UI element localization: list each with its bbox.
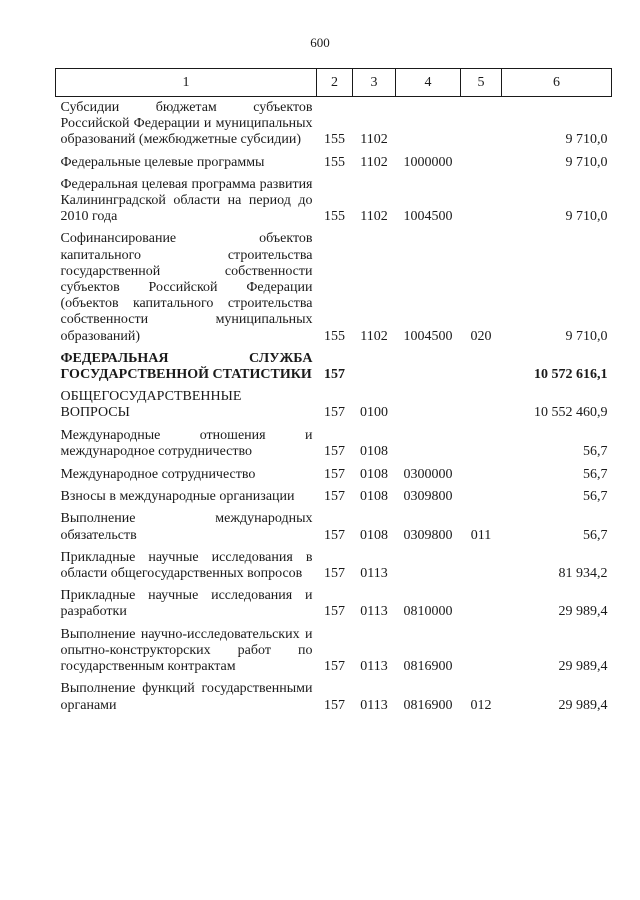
row-name: Прикладные научные исследования в области общегосударственных вопросов [60,549,313,582]
row-expense-type [461,428,502,467]
row-expense-type [461,489,502,511]
row-expense-type: 020 [470,328,492,344]
row-amount: 29 989,4 [558,659,608,675]
row-name: Софинансирование объектов капитального строительства государственной собственности субъектов Российской Федерации (объектов капитального строительства собственности муниципальных образований) [60,231,313,344]
row-target: 1004500 [403,209,453,225]
row-expense-type [461,467,502,489]
row-code: 157 [324,443,345,459]
row-amount: 10 572 616,1 [534,367,608,383]
table-row [56,97,612,155]
row-target: 0816900 [403,659,453,675]
row-code: 157 [324,527,345,543]
row-expense-type [461,97,502,155]
header-col-6: 6 [502,69,612,97]
row-code: 155 [324,154,345,170]
row-section: 1102 [360,154,388,170]
table-row [56,489,612,511]
row-amount: 10 552 460,9 [534,405,608,421]
row-name: Международные отношения и международное сотрудничество [60,427,313,459]
row-section: 0108 [360,467,388,483]
row-target: 0816900 [403,697,453,713]
row-expense-type [461,389,502,427]
row-name: ОБЩЕГОСУДАРСТВЕННЫЕ ВОПРОСЫ [60,389,242,421]
row-section [353,351,396,389]
row-section: 1102 [360,209,388,225]
table-row [56,177,612,232]
row-expense-type [461,155,502,177]
row-name: Взносы в международные организации [60,489,295,505]
row-expense-type [461,550,502,588]
row-section: 0108 [360,527,388,543]
row-expense-type [461,177,502,232]
row-section: 0108 [360,489,388,505]
table-row [56,231,612,350]
table-row [56,467,612,489]
row-amount: 56,7 [583,527,608,543]
header-col-2: 2 [317,69,353,97]
row-target: 0309800 [403,489,453,505]
table-row [56,588,612,626]
row-code: 155 [324,328,345,344]
row-code: 157 [324,659,345,675]
row-name: ФЕДЕРАЛЬНАЯ СЛУЖБА ГОСУДАРСТВЕННОЙ СТАТИСТИКИ [60,350,313,383]
table-body [56,97,612,720]
table-row [56,511,612,549]
row-code: 157 [324,367,345,383]
row-amount: 56,7 [583,467,608,483]
row-expense-type [461,588,502,626]
table-row [56,627,612,682]
row-code: 157 [324,697,345,713]
row-target [396,550,461,588]
table-row [56,550,612,588]
row-expense-type: 011 [470,527,492,543]
row-section: 0113 [360,604,388,620]
row-name: Выполнение научно-исследовательских и опытно-конструкторских работ по государственным контрактам [60,626,313,675]
row-section: 1102 [360,132,388,148]
row-section: 0100 [360,405,388,421]
row-target: 1000000 [403,154,453,170]
row-expense-type [461,351,502,389]
row-amount: 81 934,2 [558,566,608,582]
row-target: 1004500 [403,328,453,344]
header-col-1: 1 [56,69,317,97]
row-code: 155 [324,132,345,148]
row-amount: 56,7 [583,489,608,505]
header-col-3: 3 [353,69,396,97]
row-amount: 9 710,0 [565,209,608,225]
row-code: 157 [324,604,345,620]
table-row [56,681,612,719]
row-target: 0309800 [403,527,453,543]
row-target: 0300000 [403,467,453,483]
page-number: 600 [310,35,330,50]
table-row [56,155,612,177]
row-target [396,389,461,427]
row-target [396,97,461,155]
row-target: 0810000 [403,604,453,620]
row-name: Международное сотрудничество [60,467,256,483]
row-code: 157 [324,489,345,505]
row-section: 1102 [360,328,388,344]
row-section: 0113 [360,659,388,675]
header-row [56,69,612,97]
row-amount: 29 989,4 [558,604,608,620]
row-amount: 9 710,0 [565,132,608,148]
row-name: Субсидии бюджетам субъектов Российской Федерации и муниципальных образований (межбюджетные субсидии) [60,100,313,148]
row-name: Выполнение международных обязательств [60,511,313,543]
row-amount: 9 710,0 [565,328,608,344]
header-col-5: 5 [461,69,502,97]
row-code: 157 [324,467,345,483]
row-name: Прикладные научные исследования и разработки [60,588,313,620]
budget-table [55,68,612,720]
row-target [396,351,461,389]
row-target [396,428,461,467]
row-section: 0113 [360,566,388,582]
row-name: Федеральная целевая программа развития Калининградской области на период до 2010 года [60,176,313,225]
row-code: 157 [324,566,345,582]
table-row [56,351,612,389]
row-code: 155 [324,209,345,225]
row-amount: 9 710,0 [565,154,608,170]
row-name: Выполнение функций государственными органами [60,681,313,713]
row-expense-type [461,627,502,682]
table-row [56,389,612,427]
row-name: Федеральные целевые программы [60,154,265,170]
row-code: 157 [324,405,345,421]
row-section: 0113 [360,697,388,713]
row-amount: 29 989,4 [558,697,608,713]
row-amount: 56,7 [583,443,608,459]
row-section: 0108 [360,443,388,459]
row-expense-type: 012 [470,697,492,713]
table-row [56,428,612,467]
header-col-4: 4 [396,69,461,97]
